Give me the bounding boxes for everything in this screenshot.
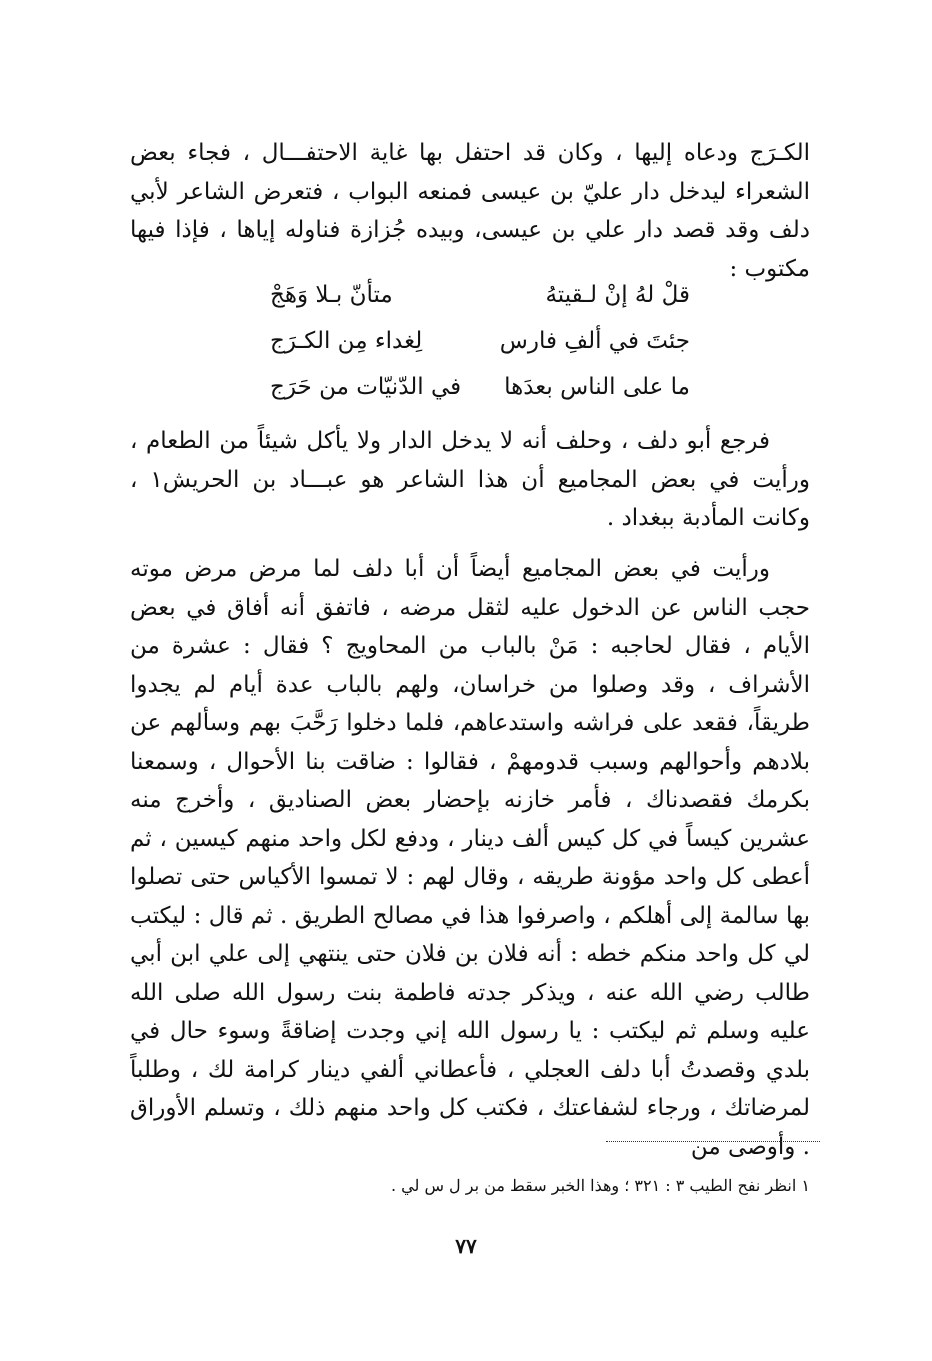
page-number: ٧٧ (455, 1234, 477, 1258)
poem-verses (270, 272, 690, 410)
verse-line-2 (270, 318, 690, 364)
verse-1-second-hemistich: متأنّ بـلا وَهَجْ (270, 282, 393, 308)
footnote-divider (606, 1141, 820, 1142)
paragraph-intro: الكـرَج ودعاه إليها ، وكان قد احتفل بها غاية الاحتفـــال ، فجاء بعض الشعراء ليدخل دار عليّ بن عيسى فمنعه البواب ، فتعرض الشاعر لأبي دلف وقد قصد دار علي بن عيسى، وبيده جُزازة فناوله إياها ، فإذا فيها مكتوب : (130, 140, 810, 282)
footnote: ١ انظر نفح الطيب ٣ : ٣٢١ ؛ وهذا الخبر سقط من بر ل س لي . (390, 1176, 810, 1195)
verse-3-second-hemistich: في الدّنيّات من حَرَج (270, 374, 462, 400)
verse-1-first-hemistich: قلْ لهُ إنْ لـقيتهُ (545, 282, 690, 308)
verse-line-3 (270, 364, 690, 410)
verse-3-first-hemistich: ما على الناس بعدَها (504, 374, 690, 400)
verse-2-second-hemistich: لِغداء مِن الكـرَج (270, 328, 423, 354)
paragraph-abu-dulaf-illness: ورأيت في بعض المجاميع أيضاً أن أبا دلف لما مرض مرض موته حجب الناس عن الدخول عليه لثقل مرضه ، فاتفق أنه أفاق في بعض الأيام ، فقال لحاجبه : مَنْ بالباب من المحاويج ؟ فقال : عشرة من الأشراف ، وقد وصلوا من خراسان، ولهم بالباب عدة أيام لم يجدوا طريقاً، فقعد على فراشه واستدعاهم، فلما دخلوا رَحَّبَ بهم وسألهم عن بلادهم وأحوالهم وسبب قدومهمْ ، فقالوا : ضاقت بنا الأحوال ، وسمعنا بكرمك فقصدناك ، فأمر خازنه بإحضار بعض الصناديق ، وأخرج منه عشرين كيساً في كل كيس ألف دينار ، ودفع لكل واحد منهم كيسين ، ثم أعطى كل واحد مؤونة طريقه ، وقال لهم : لا تمسوا الأكياس حتى تصلوا بها سالمة إلى أهلكم ، واصرفوا هذا في مصالح الطريق . ثم قال : ليكتب لي كل واحد منكم خطه : أنه فلان بن فلان حتى ينتهي إلى علي ابن أبي طالب رضي الله عنه ، ويذكر جدته فاطمة بنت رسول الله صلى الله عليه وسلم ثم ليكتب : يا رسول الله إني وجدت إضاقةً وسوء حال في بلدي وقصدتُ أبا دلف العجلي ، فأعطاني ألفي دينار كرامة لك ، وطلباً لمرضاتك ، ورجاء لشفاعتك ، فكتب كل واحد منهم ذلك ، وتسلم الأوراق . وأوصى من (130, 556, 811, 1160)
verse-line-1 (270, 272, 690, 318)
paragraph-abu-dulaf-return: فرجع أبو دلف ، وحلف أنه لا يدخل الدار ولا يأكل شيئاً من الطعام ، ورأيت في بعض المجاميع أن هذا الشاعر هو عبـــاد بن الحريش١ ، وكانت المأدبة ببغداد . (130, 428, 810, 531)
verse-2-first-hemistich: جئتَ في ألفِ فارس (499, 328, 690, 354)
